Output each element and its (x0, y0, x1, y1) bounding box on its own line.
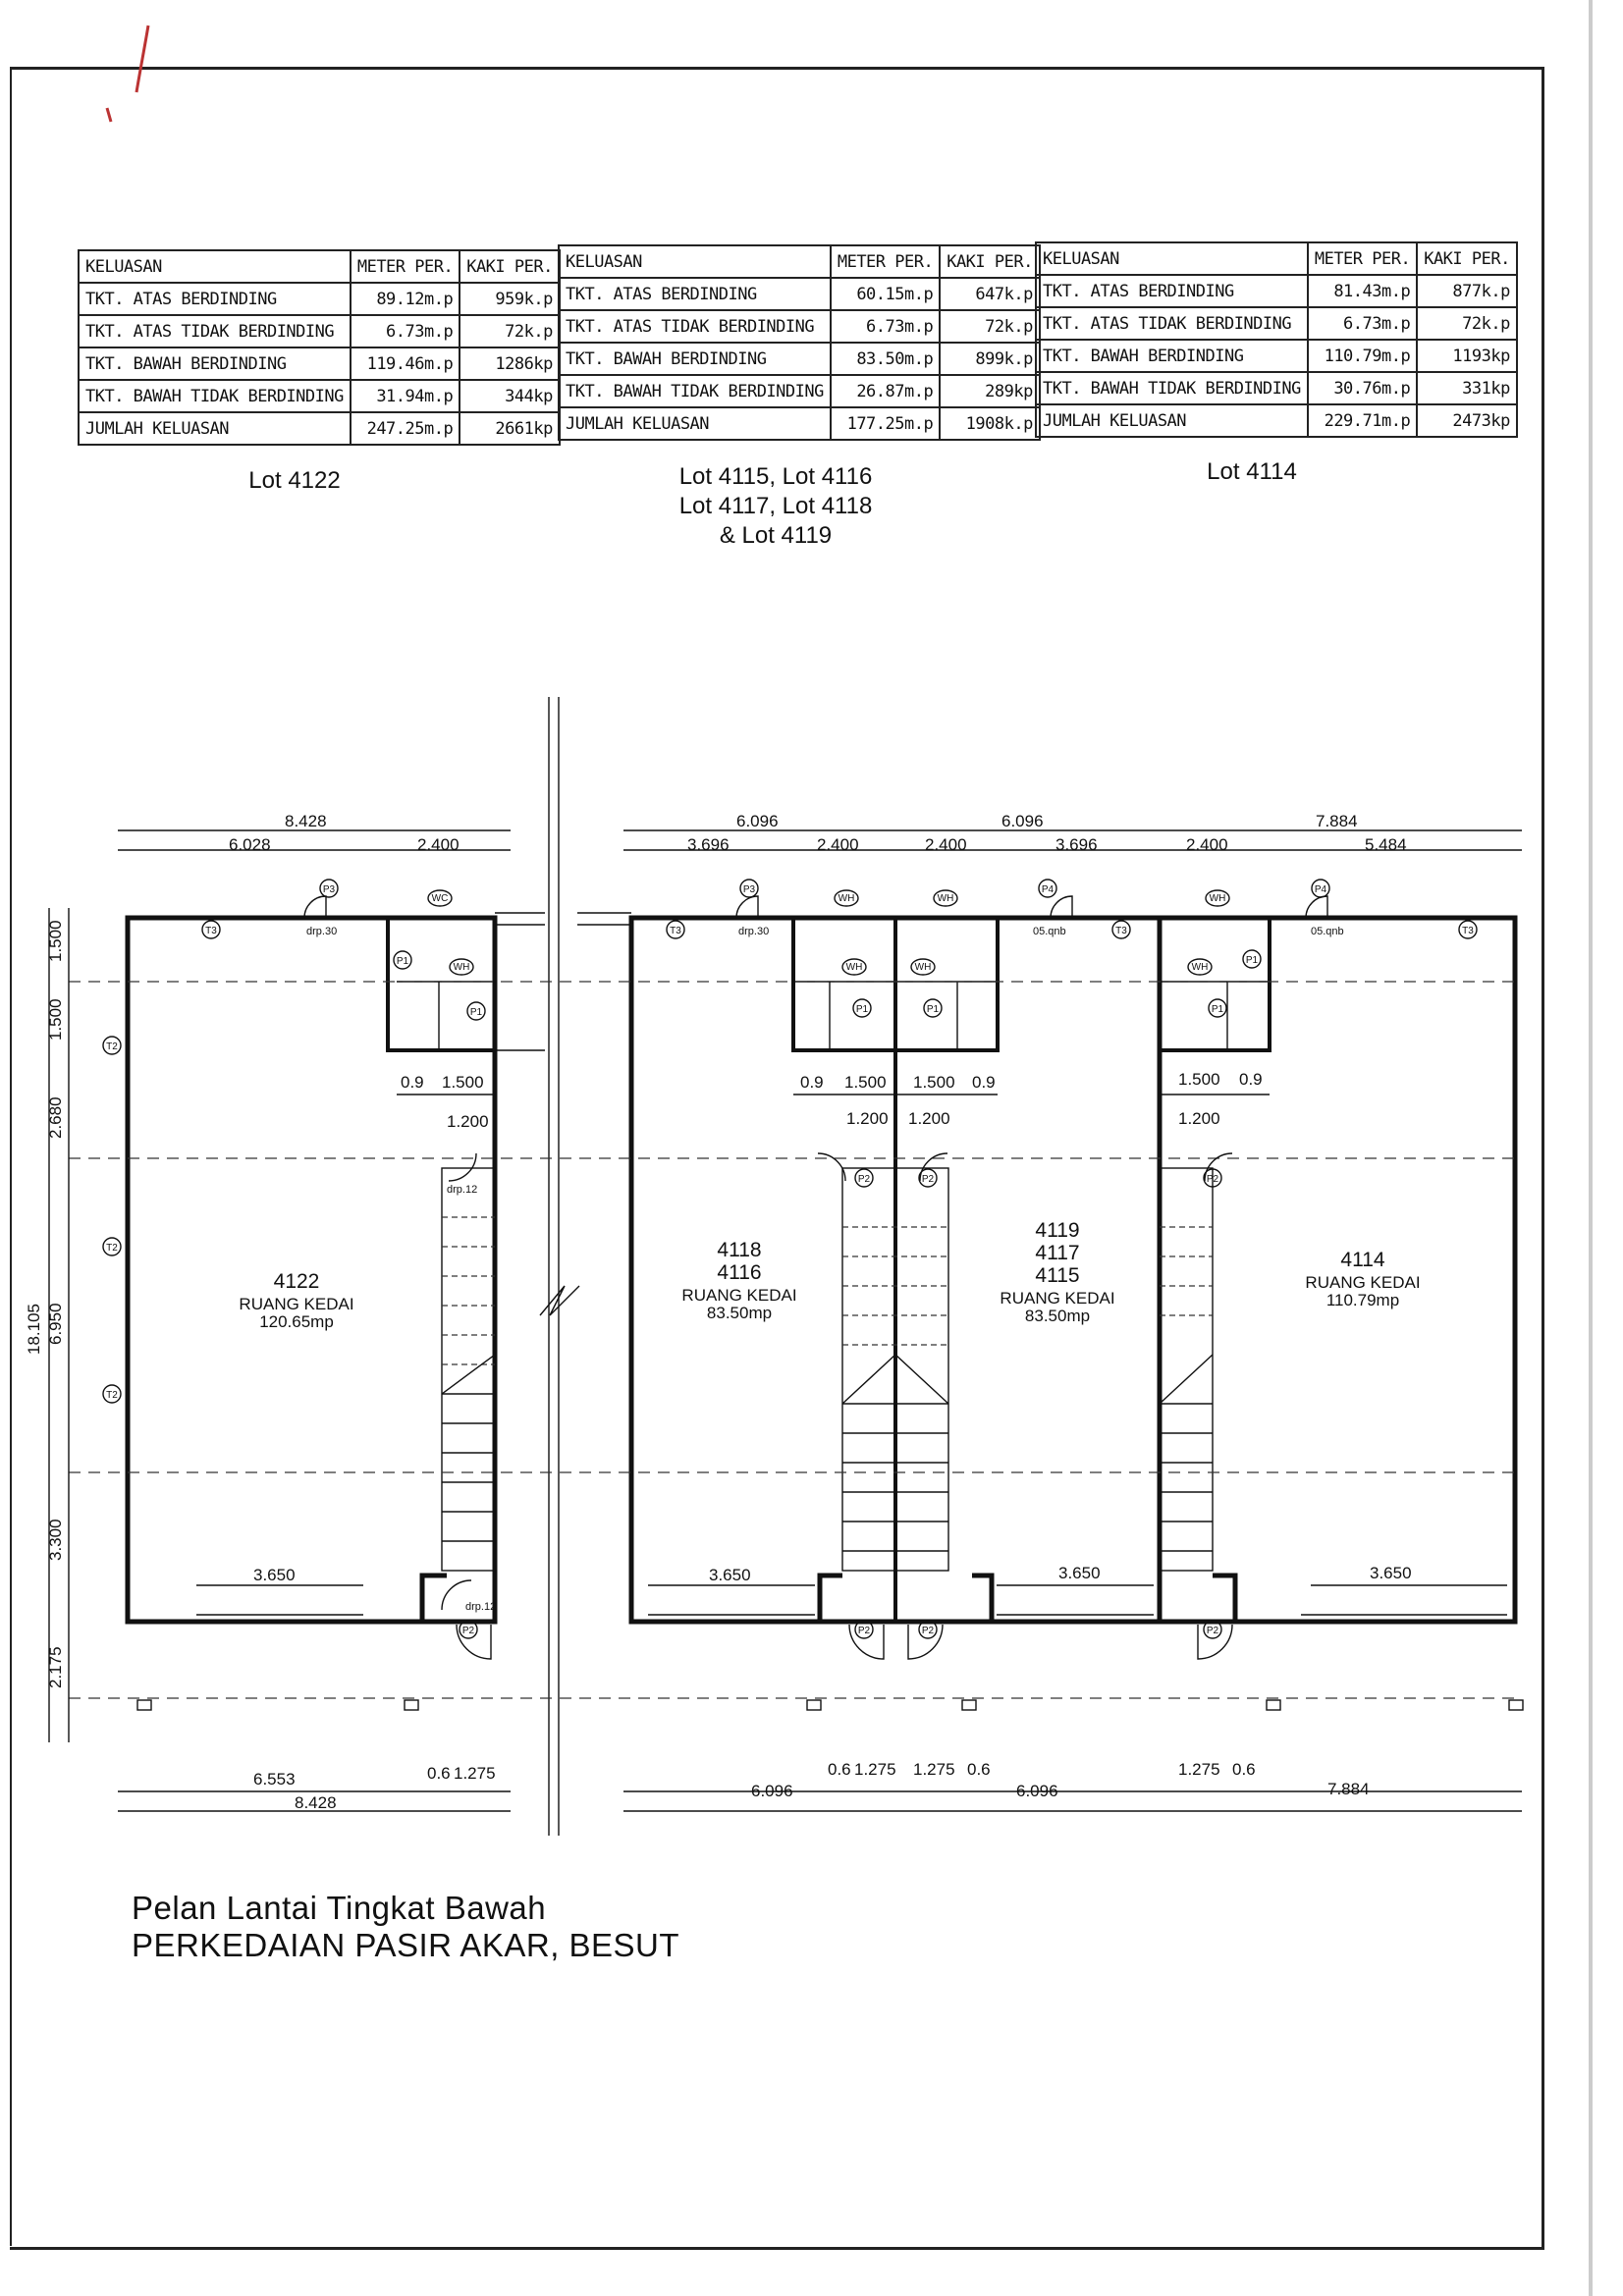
room-name: RUANG KEDAI (1305, 1273, 1421, 1292)
room-area: 110.79mp (1325, 1291, 1400, 1309)
scan-page-edge (1589, 0, 1593, 2296)
table-cell: 229.71m.p (1308, 404, 1417, 437)
door-tag: P3 (322, 884, 336, 895)
ground-floor-plan (0, 687, 1571, 1845)
lot-caption-line: Lot 4115, Lot 4116 (678, 463, 873, 490)
lot-caption-line: & Lot 4119 (719, 522, 833, 549)
table-cell: TKT. ATAS TIDAK BERDINDING (1036, 307, 1308, 340)
table-cell: TKT. ATAS BERDINDING (79, 283, 351, 315)
table-cell: TKT. ATAS TIDAK BERDINDING (559, 310, 831, 343)
dim-label: 1.200 (447, 1112, 489, 1131)
grid-lines (69, 982, 1522, 1698)
table-cell: TKT. ATAS TIDAK BERDINDING (79, 315, 351, 347)
door-large-tag: P4 (1041, 884, 1055, 895)
table-header-cell: KAKI PER. (460, 250, 560, 283)
wh-tag: WH (1209, 893, 1226, 904)
wh-tag: WH (937, 893, 954, 904)
dim-label: 0.9 (1239, 1070, 1263, 1089)
lot-caption (628, 462, 923, 551)
dim-label: 1.500 (844, 1073, 887, 1092)
dim-label: 18.105 (25, 1304, 43, 1355)
table-cell: JUMLAH KELUASAN (79, 412, 351, 445)
door-small-tag: P1 (926, 1004, 940, 1015)
room-area: 83.50mp (706, 1304, 773, 1322)
door-stair-tag: P2 (1206, 1174, 1219, 1185)
lot-caption-line: Lot 4114 (1207, 458, 1297, 485)
table-cell: 89.12m.p (351, 283, 460, 315)
window-tag: T3 (205, 926, 217, 936)
top-dimensions (229, 812, 1407, 854)
drop-label: drp.12 (465, 1601, 497, 1613)
table-cell: JUMLAH KELUASAN (1036, 404, 1308, 437)
door-large-tag: P4 (1314, 884, 1327, 895)
wh-tag: WH (914, 962, 932, 973)
table-row (79, 283, 560, 315)
table-row (1036, 307, 1517, 340)
lot-caption-line: Lot 4122 (248, 467, 341, 494)
table-cell: 1286kp (460, 347, 560, 380)
unit-4114-walls (1160, 918, 1515, 1622)
room-name: RUANG KEDAI (239, 1295, 354, 1313)
table-cell: 26.87m.p (831, 375, 940, 407)
dim-label: 8.428 (285, 812, 327, 830)
dim-label: 6.028 (229, 835, 271, 854)
dim-label: 3.300 (46, 1519, 65, 1561)
room-lot-number: 4119 (1035, 1219, 1080, 1242)
dim-label: 3.696 (1055, 835, 1098, 854)
table-cell: 959k.p (460, 283, 560, 315)
room-labels (239, 1219, 1420, 1331)
door-stair-tag: P2 (461, 1626, 475, 1636)
table-cell: TKT. BAWAH TIDAK BERDINDING (559, 375, 831, 407)
table-row (1036, 372, 1517, 404)
door-stair-tag: P2 (921, 1174, 935, 1185)
table-cell: 83.50m.p (831, 343, 940, 375)
dim-label: 1.500 (46, 920, 65, 962)
drop-label: drp.30 (306, 926, 338, 937)
table-cell: 344kp (460, 380, 560, 412)
table-cell: TKT. ATAS BERDINDING (559, 278, 831, 310)
table-cell: JUMLAH KELUASAN (559, 407, 831, 440)
drawing-title-line1: Pelan Lantai Tingkat Bawah (132, 1890, 547, 1926)
dim-label: 6.096 (736, 812, 779, 830)
dim-label: 1.275 (454, 1764, 496, 1783)
table-cell: 119.46m.p (351, 347, 460, 380)
table-row (559, 407, 1040, 440)
wh-tag: WH (453, 962, 470, 973)
table-cell: 72k.p (1417, 307, 1517, 340)
door-small-tag: P1 (1245, 955, 1259, 966)
dim-label: 6.553 (253, 1770, 296, 1789)
window-tag: T3 (670, 926, 681, 936)
drain-symbols (137, 1700, 1523, 1710)
table-cell: 110.79m.p (1308, 340, 1417, 372)
room-lot-number: 4115 (1035, 1264, 1080, 1287)
table-cell: 31.94m.p (351, 380, 460, 412)
table-cell: 72k.p (460, 315, 560, 347)
drop-label: drp.12 (447, 1184, 478, 1196)
dim-label: 8.428 (295, 1793, 337, 1812)
dim-label: 0.9 (972, 1073, 996, 1092)
dim-label: 0.6 (828, 1760, 851, 1779)
table-header-cell: KELUASAN (559, 245, 831, 278)
table-row (559, 310, 1040, 343)
dim-label: 5.484 (1365, 835, 1407, 854)
area-table-lots-4115-4119 (558, 244, 1041, 441)
dim-label: 0.9 (401, 1073, 424, 1092)
interior-dimensions (253, 1070, 1412, 1584)
dim-label: 3.696 (687, 835, 730, 854)
door-stair-tag: P2 (1206, 1626, 1219, 1636)
table-header-row (1036, 242, 1517, 275)
table-header-cell: KAKI PER. (1417, 242, 1517, 275)
dim-label: 7.884 (1316, 812, 1358, 830)
table-row (79, 347, 560, 380)
room-area: 83.50mp (1024, 1307, 1091, 1325)
table-cell: 177.25m.p (831, 407, 940, 440)
door-stair-tag: P2 (857, 1174, 871, 1185)
dim-label: 3.650 (1058, 1564, 1101, 1582)
dim-label: 6.096 (751, 1782, 793, 1800)
dim-label: 1.200 (846, 1109, 889, 1128)
dim-label: 2.400 (1186, 835, 1228, 854)
dim-label: 3.650 (253, 1566, 296, 1584)
drawing-title-line2: PERKEDAIAN PASIR AKAR, BESUT (132, 1927, 680, 1963)
wh-tag: WH (838, 893, 855, 904)
area-table-lot-4114 (1035, 241, 1518, 438)
table-header-cell: METER PER. (351, 250, 460, 283)
table-cell: 6.73m.p (351, 315, 460, 347)
dim-label: 3.650 (709, 1566, 751, 1584)
door-stair-tag: P2 (857, 1626, 871, 1636)
dim-label: 0.6 (427, 1764, 451, 1783)
table-cell: 331kp (1417, 372, 1517, 404)
table-row (559, 343, 1040, 375)
room-area: 120.65mp (259, 1312, 334, 1331)
dim-label: 1.275 (1178, 1760, 1220, 1779)
table-cell: TKT. ATAS BERDINDING (1036, 275, 1308, 307)
door-stair-tag: P2 (921, 1626, 935, 1636)
dim-label: 2.400 (417, 835, 460, 854)
window-tag: T3 (1115, 926, 1127, 936)
table-row (79, 412, 560, 445)
dim-label: 7.884 (1327, 1780, 1370, 1798)
handwritten-tick-mark (93, 20, 162, 128)
area-table-lot-4122 (78, 249, 561, 446)
wh-tag: WH (845, 962, 863, 973)
dim-label: 6.096 (1016, 1782, 1058, 1800)
table-cell: TKT. BAWAH TIDAK BERDINDING (79, 380, 351, 412)
table-row (1036, 340, 1517, 372)
table-header-row (559, 245, 1040, 278)
table-header-row (79, 250, 560, 283)
table-cell: 60.15m.p (831, 278, 940, 310)
dim-label: 3.650 (1370, 1564, 1412, 1582)
table-cell: 2473kp (1417, 404, 1517, 437)
dim-label: 0.9 (800, 1073, 824, 1092)
dim-label: 1.500 (46, 998, 65, 1041)
window-tag: T3 (1462, 926, 1474, 936)
table-cell: 72k.p (940, 310, 1040, 343)
table-row (559, 278, 1040, 310)
table-cell: TKT. BAWAH BERDINDING (559, 343, 831, 375)
dim-label: 0.6 (967, 1760, 991, 1779)
dim-label: 1.500 (1178, 1070, 1220, 1089)
table-cell: 81.43m.p (1308, 275, 1417, 307)
table-cell: 289kp (940, 375, 1040, 407)
table-cell: TKT. BAWAH TIDAK BERDINDING (1036, 372, 1308, 404)
table-cell: 6.73m.p (1308, 307, 1417, 340)
dim-label: 1.500 (913, 1073, 955, 1092)
dim-label: 1.275 (854, 1760, 896, 1779)
table-cell: 1193kp (1417, 340, 1517, 372)
table-header-cell: KAKI PER. (940, 245, 1040, 278)
dim-label: 1.500 (442, 1073, 484, 1092)
table-header-cell: METER PER. (831, 245, 940, 278)
drop-label: 05.qnb (1033, 926, 1066, 937)
table-row (79, 315, 560, 347)
side-window-tag: T2 (106, 1243, 118, 1254)
lot-caption (196, 466, 393, 496)
table-row (1036, 275, 1517, 307)
table-header-cell: METER PER. (1308, 242, 1417, 275)
table-cell: 1908k.p (940, 407, 1040, 440)
vertical-dimensions (25, 920, 65, 1688)
break-line (540, 697, 579, 1836)
door-swings (304, 896, 1327, 1659)
table-header-cell: KELUASAN (1036, 242, 1308, 275)
door-small-tag: P1 (1211, 1004, 1224, 1015)
table-header-cell: KELUASAN (79, 250, 351, 283)
drop-label: 05.qnb (1311, 926, 1344, 937)
dim-label: 2.175 (46, 1646, 65, 1688)
room-lot-number: 4122 (273, 1270, 320, 1293)
table-cell: 30.76m.p (1308, 372, 1417, 404)
table-cell: 247.25m.p (351, 412, 460, 445)
table-cell: 2661kp (460, 412, 560, 445)
table-cell: 877k.p (1417, 275, 1517, 307)
door-small-tag: P1 (396, 956, 409, 967)
drop-label: drp.30 (738, 926, 770, 937)
dim-label: 0.6 (1232, 1760, 1256, 1779)
table-row (79, 380, 560, 412)
table-row (1036, 404, 1517, 437)
room-lot-number: 4118 (717, 1239, 762, 1261)
side-window-tag: T2 (106, 1390, 118, 1401)
dim-label: 1.200 (908, 1109, 950, 1128)
door-small-tag: P1 (469, 1007, 483, 1018)
table-cell: TKT. BAWAH BERDINDING (79, 347, 351, 380)
lot-caption-line: Lot 4117, Lot 4118 (678, 493, 873, 519)
wc-tag: WC (431, 893, 449, 904)
dim-label: 2.400 (925, 835, 967, 854)
door-tag: P3 (742, 884, 756, 895)
drawing-title (132, 1890, 679, 1964)
dim-label: 2.400 (817, 835, 859, 854)
dim-label: 2.680 (46, 1096, 65, 1139)
dim-label: 1.200 (1178, 1109, 1220, 1128)
room-lot-number: 4116 (717, 1261, 762, 1284)
wh-tag: WH (1191, 962, 1209, 973)
room-name: RUANG KEDAI (1000, 1289, 1115, 1308)
table-cell: 6.73m.p (831, 310, 940, 343)
lot-caption (1154, 457, 1350, 487)
side-window-tag: T2 (106, 1041, 118, 1052)
table-cell: 899k.p (940, 343, 1040, 375)
bottom-dimensions (253, 1760, 1370, 1812)
door-small-tag: P1 (855, 1004, 869, 1015)
dim-label: 6.096 (1001, 812, 1044, 830)
room-lot-number: 4117 (1035, 1242, 1080, 1264)
table-cell: TKT. BAWAH BERDINDING (1036, 340, 1308, 372)
dim-label: 1.275 (913, 1760, 955, 1779)
table-row (559, 375, 1040, 407)
dim-label: 6.950 (46, 1303, 65, 1345)
room-lot-number: 4114 (1340, 1249, 1385, 1271)
table-cell: 647k.p (940, 278, 1040, 310)
unit-4122-walls (128, 913, 545, 1622)
room-name: RUANG KEDAI (681, 1286, 797, 1305)
